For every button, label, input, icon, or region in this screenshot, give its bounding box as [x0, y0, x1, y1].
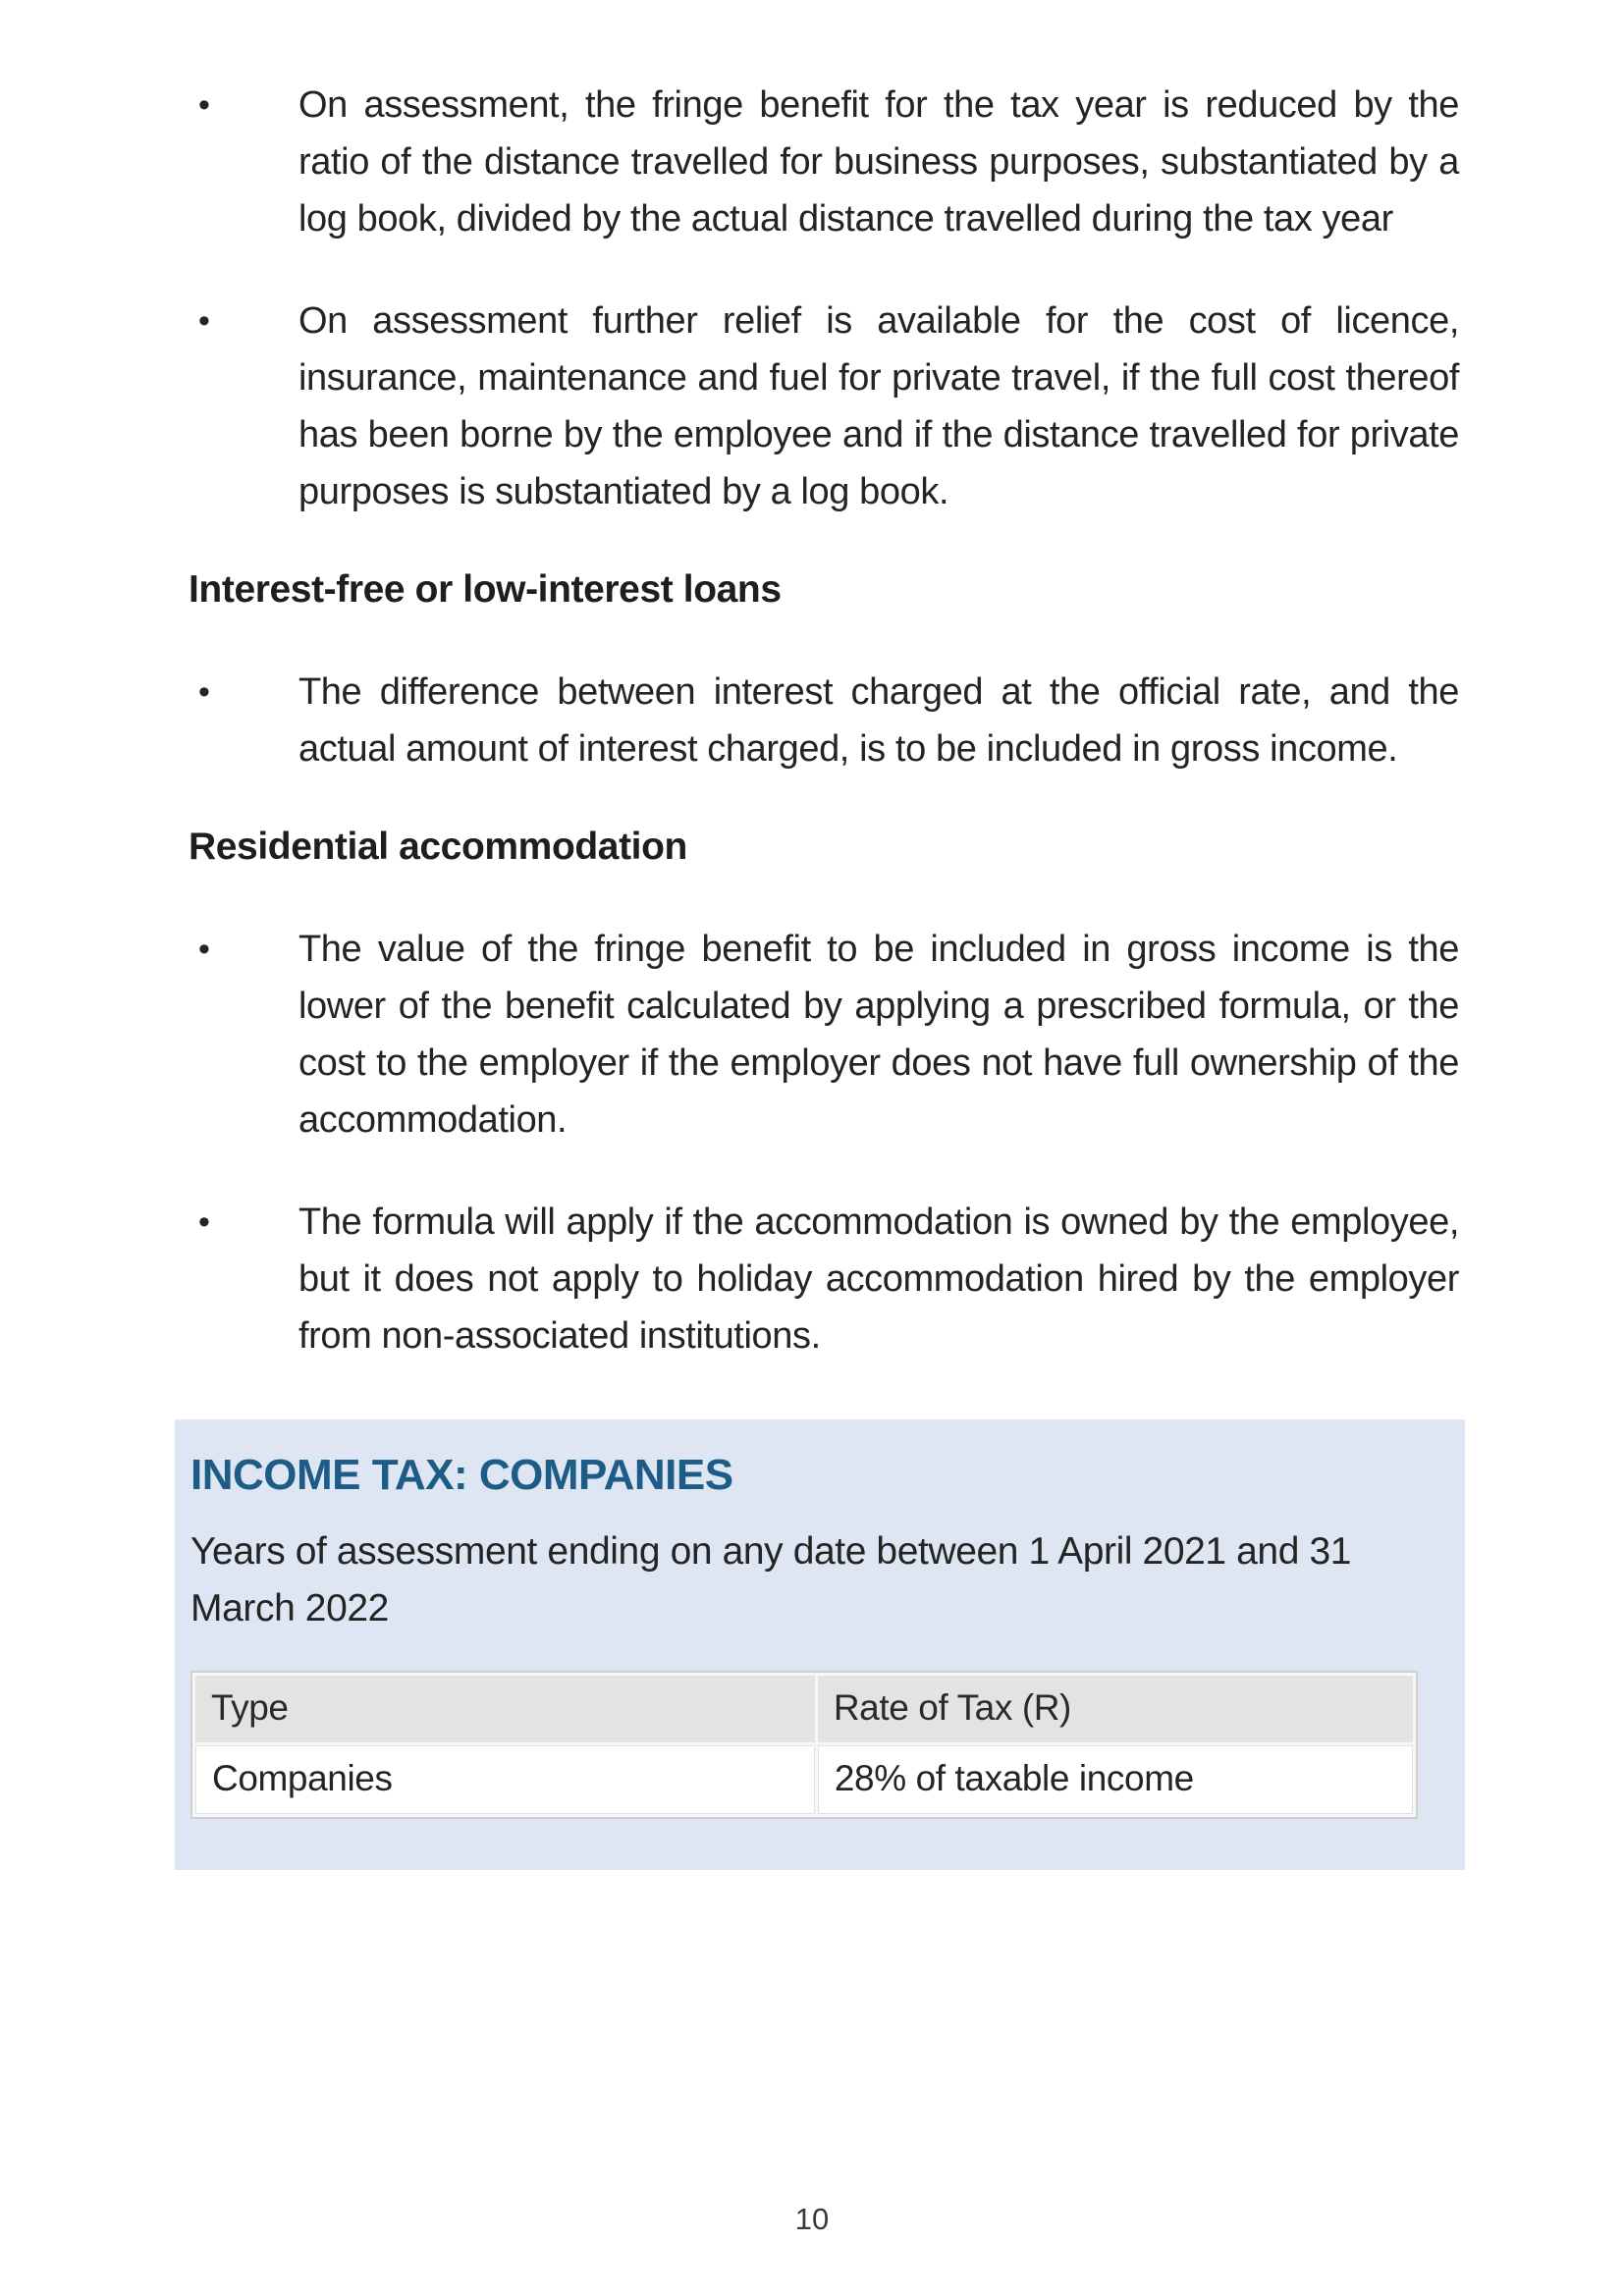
bullet-text: On assessment further relief is available for the cost of licence, insurance, maintenance and fuel for private travel, if the full cost thereof has been borne by the employee and if the distance travelled for private purposes is substantiated by a log book.	[298, 300, 1459, 512]
section-heading-residential: Residential accommodation	[189, 826, 687, 868]
bullet-marker: •	[198, 673, 210, 711]
bullet-item	[198, 293, 1459, 520]
bullet-item	[198, 921, 1459, 1148]
table-header-row	[195, 1676, 1413, 1742]
bullet-marker: •	[198, 86, 210, 124]
bullet-item	[198, 664, 1459, 777]
bullet-marker: •	[198, 1203, 210, 1241]
bullet-item	[198, 1194, 1459, 1364]
bullet-marker: •	[198, 302, 210, 340]
bullet-text: The value of the fringe benefit to be included in gross income is the lower of the benefit calculated by applying a prescribed formula, or the cost to the employer if the employer does not have full ownership of the accommodation.	[298, 929, 1459, 1141]
income-tax-companies-box	[175, 1419, 1465, 1870]
bullet-item	[198, 77, 1459, 247]
table-cell-rate: 28% of taxable income	[818, 1745, 1413, 1814]
info-box-subtitle: Years of assessment ending on any date between 1 April 2021 and 31 March 2022	[190, 1530, 1352, 1629]
info-box-title: INCOME TAX: COMPANIES	[190, 1451, 733, 1499]
bullet-text: The formula will apply if the accommodation is owned by the employee, but it does not apply to holiday accommodation hired by the employer from non-associated institutions.	[298, 1201, 1459, 1357]
table-header-rate: Rate of Tax (R)	[818, 1676, 1413, 1742]
bullet-text: The difference between interest charged at the official rate, and the actual amount of interest charged, is to be included in gross income.	[298, 671, 1459, 770]
table-cell-type: Companies	[195, 1745, 815, 1814]
bullet-marker: •	[198, 931, 210, 968]
bullet-text: On assessment, the fringe benefit for the tax year is reduced by the ratio of the distance travelled for business purposes, substantiated by a log book, divided by the actual distance travelled during the tax year	[298, 84, 1459, 240]
table-row	[195, 1745, 1413, 1814]
section-heading-loans: Interest-free or low-interest loans	[189, 568, 782, 611]
page-number: 10	[794, 2202, 830, 2236]
tax-rate-table	[190, 1671, 1418, 1819]
table-header-type: Type	[195, 1676, 815, 1742]
